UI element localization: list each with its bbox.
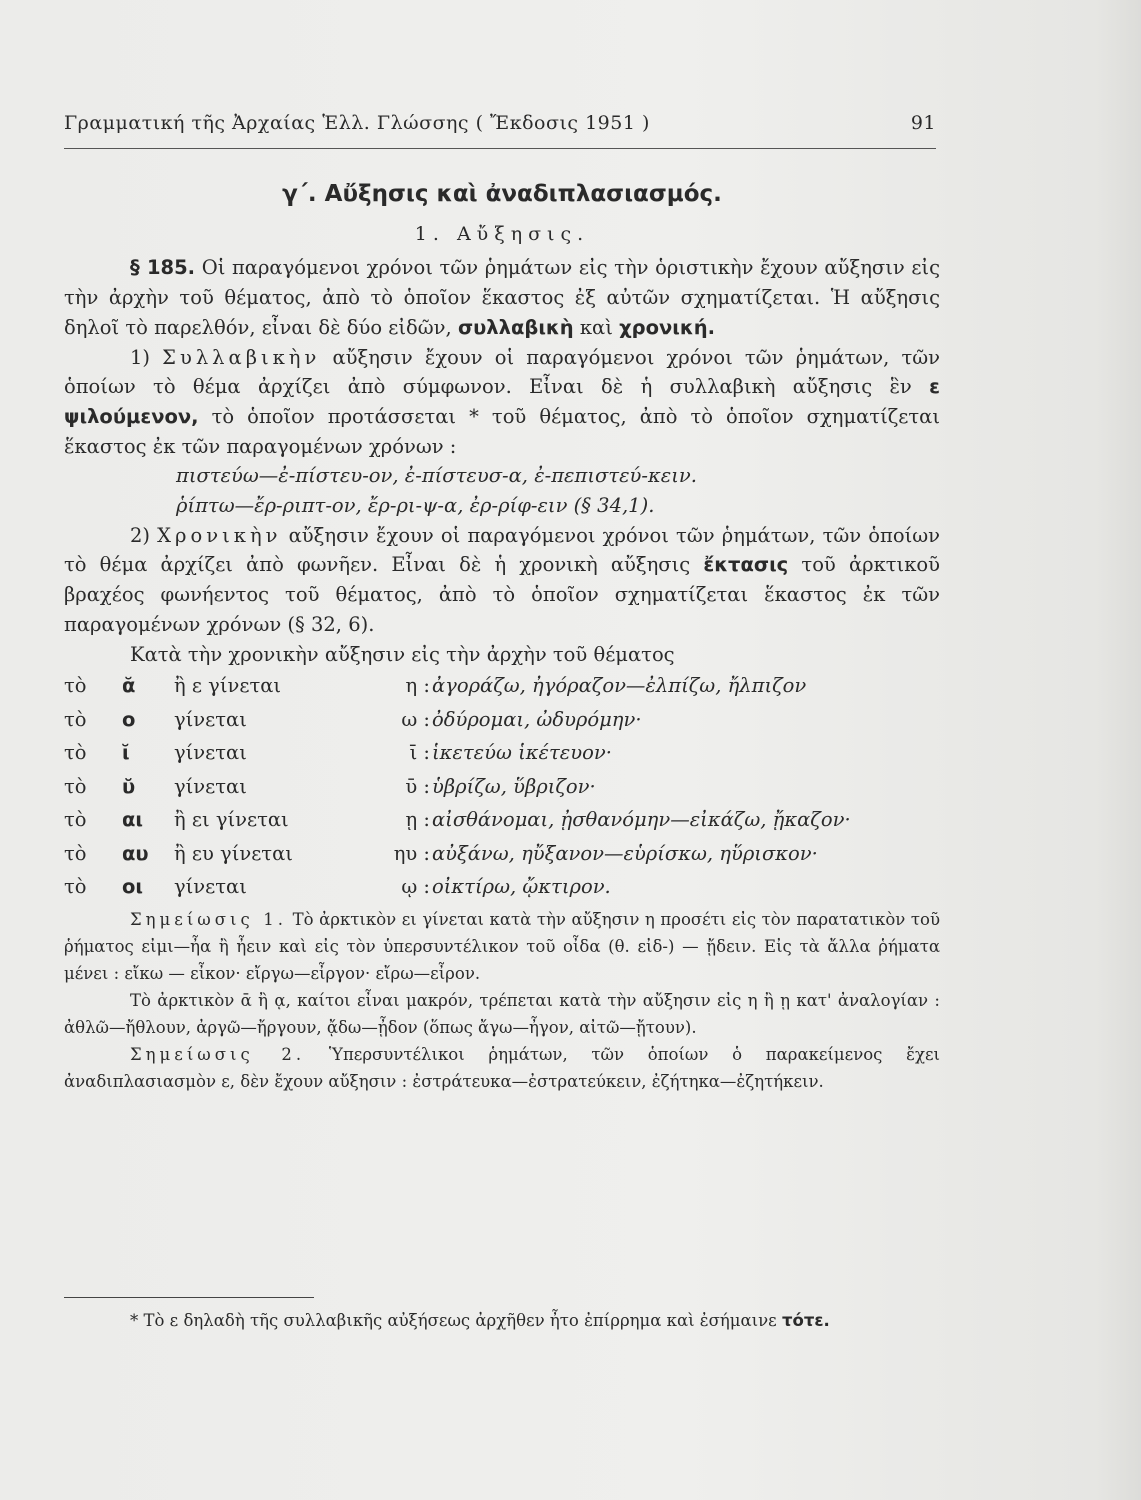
page-number: 91 bbox=[910, 112, 936, 134]
article: τὸ bbox=[64, 674, 87, 698]
examples: αἰσθάνομαι, ᾐσθανόμην—εἰκάζω, ᾔκαζον· bbox=[432, 808, 851, 832]
article: τὸ bbox=[64, 808, 87, 832]
paragraph-text: τοῦ ἀρκτικοῦ βραχέος φωνήεντος τοῦ θέματος, ἀπὸ τὸ ὁποῖον σχηματίζεται ἕκαστος ἐκ τῶν παραγομένων χρόνων (§ 32, 6). bbox=[64, 553, 940, 636]
note-label: Σημείωσις 2. bbox=[130, 1044, 306, 1064]
result-vowel: ηυ : bbox=[393, 841, 430, 865]
running-title: Γραμματική τῆς Ἀρχαίας Ἑλλ. Γλώσσης ( Ἔκδοσις 1951 ) bbox=[64, 112, 650, 134]
result-vowel: ῑ : bbox=[409, 741, 430, 765]
paragraph-text: αὔξησιν ἔχουν οἱ παραγόμενοι χρόνοι τῶν ῥημάτων, τῶν ὁποίων τὸ θέμα ἀρχίζει ἀπὸ σύμφωνον. Εἶναι δὲ ἡ συλλαβικὴ αὔξησις ἓν bbox=[64, 345, 941, 399]
becomes-text: γίνεται bbox=[174, 741, 247, 765]
examples: ὀδύρομαι, ὠδυρόμην· bbox=[432, 707, 642, 731]
header-rule bbox=[64, 148, 936, 149]
article: τὸ bbox=[64, 741, 87, 765]
article: τὸ bbox=[64, 875, 87, 899]
result-vowel: ῡ : bbox=[405, 774, 430, 798]
initial-vowel: ο bbox=[122, 707, 136, 731]
spaced-term: Χρονικὴν bbox=[157, 523, 282, 547]
augment-table bbox=[64, 671, 940, 906]
examples: οἰκτίρω, ᾤκτιρον. bbox=[432, 875, 611, 899]
term-syllabic: συλλαβικὴ bbox=[457, 315, 574, 339]
paragraph-text: Οἱ παραγόμενοι χρόνοι τῶν ῥημάτων εἰς τὴν ὁριστικὴν ἔχουν αὔξησιν εἰς τὴν ἀρχὴν τοῦ θέματος, ἀπὸ τὸ ὁποῖον ἕκαστος ἐξ αὐτῶν σχηματίζεται. Ἡ αὔξησις δηλοῖ τὸ παρελθόν, εἶναι δὲ δύο εἰδῶν, bbox=[64, 256, 940, 339]
note-2 bbox=[64, 1041, 940, 1095]
paragraph-185 bbox=[64, 253, 940, 342]
initial-vowel: αυ bbox=[122, 841, 149, 865]
initial-vowel: ῐ bbox=[122, 741, 130, 765]
note-1b: Τὸ ἀρκτικὸν ᾱ ἢ ᾳ, καίτοι εἶναι μακρόν, τρέπεται κατὰ τὴν αὔξησιν εἰς η ἢ ῃ κατ' ἀναλογίαν : ἀθλῶ—ἤθλουν, ἀργῶ—ἤργουν, ᾄδω—ᾖδον (ὅπως ἄγω—ἦγον, αἰτῶ—ᾔτουν). bbox=[64, 990, 940, 1037]
table-row bbox=[64, 738, 940, 772]
initial-vowel: ᾰ bbox=[122, 674, 136, 698]
footnote-bold: τότε. bbox=[781, 1311, 830, 1330]
becomes-text: ἢ ευ γίνεται bbox=[174, 841, 293, 865]
item-number: 2) bbox=[130, 523, 158, 547]
article: τὸ bbox=[64, 707, 87, 731]
result-vowel: η : bbox=[405, 674, 430, 698]
examples: ἱκετεύω ἱκέτευον· bbox=[432, 741, 612, 765]
term-temporal: χρονική. bbox=[619, 315, 716, 339]
note-text: Τὸ ἀρκτικὸν ει γίνεται κατὰ τὴν αὔξησιν η προσέτι εἰς τὸν παρατατικὸν τοῦ ῥήματος εἰμι—ἦα ἢ ἦειν καὶ εἰς τὸν ὑπερσυντέλικον τοῦ οἶδα (θ. εἰδ-) — ᾔδειν. Εἰς τὰ ἄλλα ῥήματα μένει : εἴκω — εἶκον· εἴργω—εἶργον· εἴρω—εἶρον. bbox=[64, 909, 940, 983]
table-row bbox=[64, 805, 940, 839]
initial-vowel: ῠ bbox=[122, 774, 136, 798]
paragraph-2 bbox=[64, 521, 940, 640]
main-text bbox=[64, 180, 940, 1095]
article: τὸ bbox=[64, 774, 87, 798]
table-row bbox=[64, 839, 940, 873]
bold-term: ἔκτασις bbox=[703, 553, 789, 577]
table-row bbox=[64, 772, 940, 806]
examples: ὑβρίζω, ὕβριζον· bbox=[432, 774, 596, 798]
note-1 bbox=[64, 906, 940, 987]
result-vowel: ῃ : bbox=[405, 808, 430, 832]
paragraph-1 bbox=[64, 343, 940, 462]
examples: ἀγοράζω, ἠγόραζον—ἐλπίζω, ἤλπιζον bbox=[432, 674, 807, 698]
becomes-text: γίνεται bbox=[174, 707, 247, 731]
running-header bbox=[64, 112, 936, 134]
notes bbox=[64, 906, 940, 1095]
section-subtitle: 1. Αὔξησις. bbox=[414, 222, 590, 245]
article: τὸ bbox=[64, 841, 87, 865]
paragraph-text: τὸ ὁποῖον προτάσσεται * τοῦ θέματος, ἀπὸ τὸ ὁποῖον σχηματίζεται ἕκαστος ἐκ τῶν παραγομένων χρόνων : bbox=[64, 404, 940, 458]
example-line: πιστεύω—ἐ-πίστευ-ον, ἐ-πίστευσ-α, ἐ-πεπιστεύ-κειν. bbox=[176, 464, 697, 488]
spaced-term: Συλλαβικὴν bbox=[162, 345, 321, 369]
footnote-text: * Τὸ ε δηλαδὴ τῆς συλλαβικῆς αὐξήσεως ἀρχῆθεν ἦτο ἐπίρρημα καὶ ἐσήμαινε bbox=[130, 1311, 782, 1330]
section-mark: § 185. bbox=[130, 256, 196, 280]
examples: αὐξάνω, ηὔξανον—εὑρίσκω, ηὕρισκον· bbox=[432, 841, 818, 865]
table-row bbox=[64, 671, 940, 705]
becomes-text: ἢ ει γίνεται bbox=[174, 808, 289, 832]
result-vowel: ῳ : bbox=[401, 875, 430, 899]
result-vowel: ω : bbox=[401, 707, 430, 731]
becomes-text: γίνεται bbox=[174, 875, 247, 899]
conjunction: καὶ bbox=[573, 315, 620, 339]
table-intro: Κατὰ τὴν χρονικὴν αὔξησιν εἰς τὴν ἀρχὴν τοῦ θέματος bbox=[130, 642, 675, 666]
note-text: Ὑπερσυντέλικοι ῥημάτων, τῶν ὁποίων ὁ παρακείμενος ἔχει ἀναδιπλασιασμὸν ε, δὲν ἔχουν αὔξησιν : ἐστράτευκα—ἐστρατεύκειν, ἐζήτηκα—ἐζητήκειν. bbox=[64, 1044, 940, 1091]
item-number: 1) bbox=[130, 345, 163, 369]
initial-vowel: οι bbox=[122, 875, 143, 899]
becomes-text: γίνεται bbox=[174, 774, 247, 798]
table-row bbox=[64, 705, 940, 739]
initial-vowel: αι bbox=[122, 808, 143, 832]
footnote-rule bbox=[64, 1297, 314, 1298]
section-title: γ΄. Αὔξησις καὶ ἀναδιπλασιασμός. bbox=[282, 181, 722, 207]
example-line: ῥίπτω—ἔρ-ριπτ-ον, ἔρ-ρι-ψ-α, ἐρ-ρίφ-ειν (§ 34,1). bbox=[176, 494, 655, 518]
footnote bbox=[64, 1306, 940, 1335]
bold-term: ε ψιλούμενον, bbox=[64, 375, 940, 428]
becomes-text: ἢ ε γίνεται bbox=[174, 674, 282, 698]
paragraph-text: αὔξησιν ἔχουν οἱ παραγόμενοι χρόνοι τῶν ῥημάτων, τῶν ὁποίων τὸ θέμα ἀρχίζει ἀπὸ φωνῆεν. Εἶναι δὲ ἡ χρονικὴ αὔξησις bbox=[64, 523, 940, 577]
table-row bbox=[64, 872, 940, 906]
note-label: Σημείωσις 1. bbox=[130, 909, 288, 929]
